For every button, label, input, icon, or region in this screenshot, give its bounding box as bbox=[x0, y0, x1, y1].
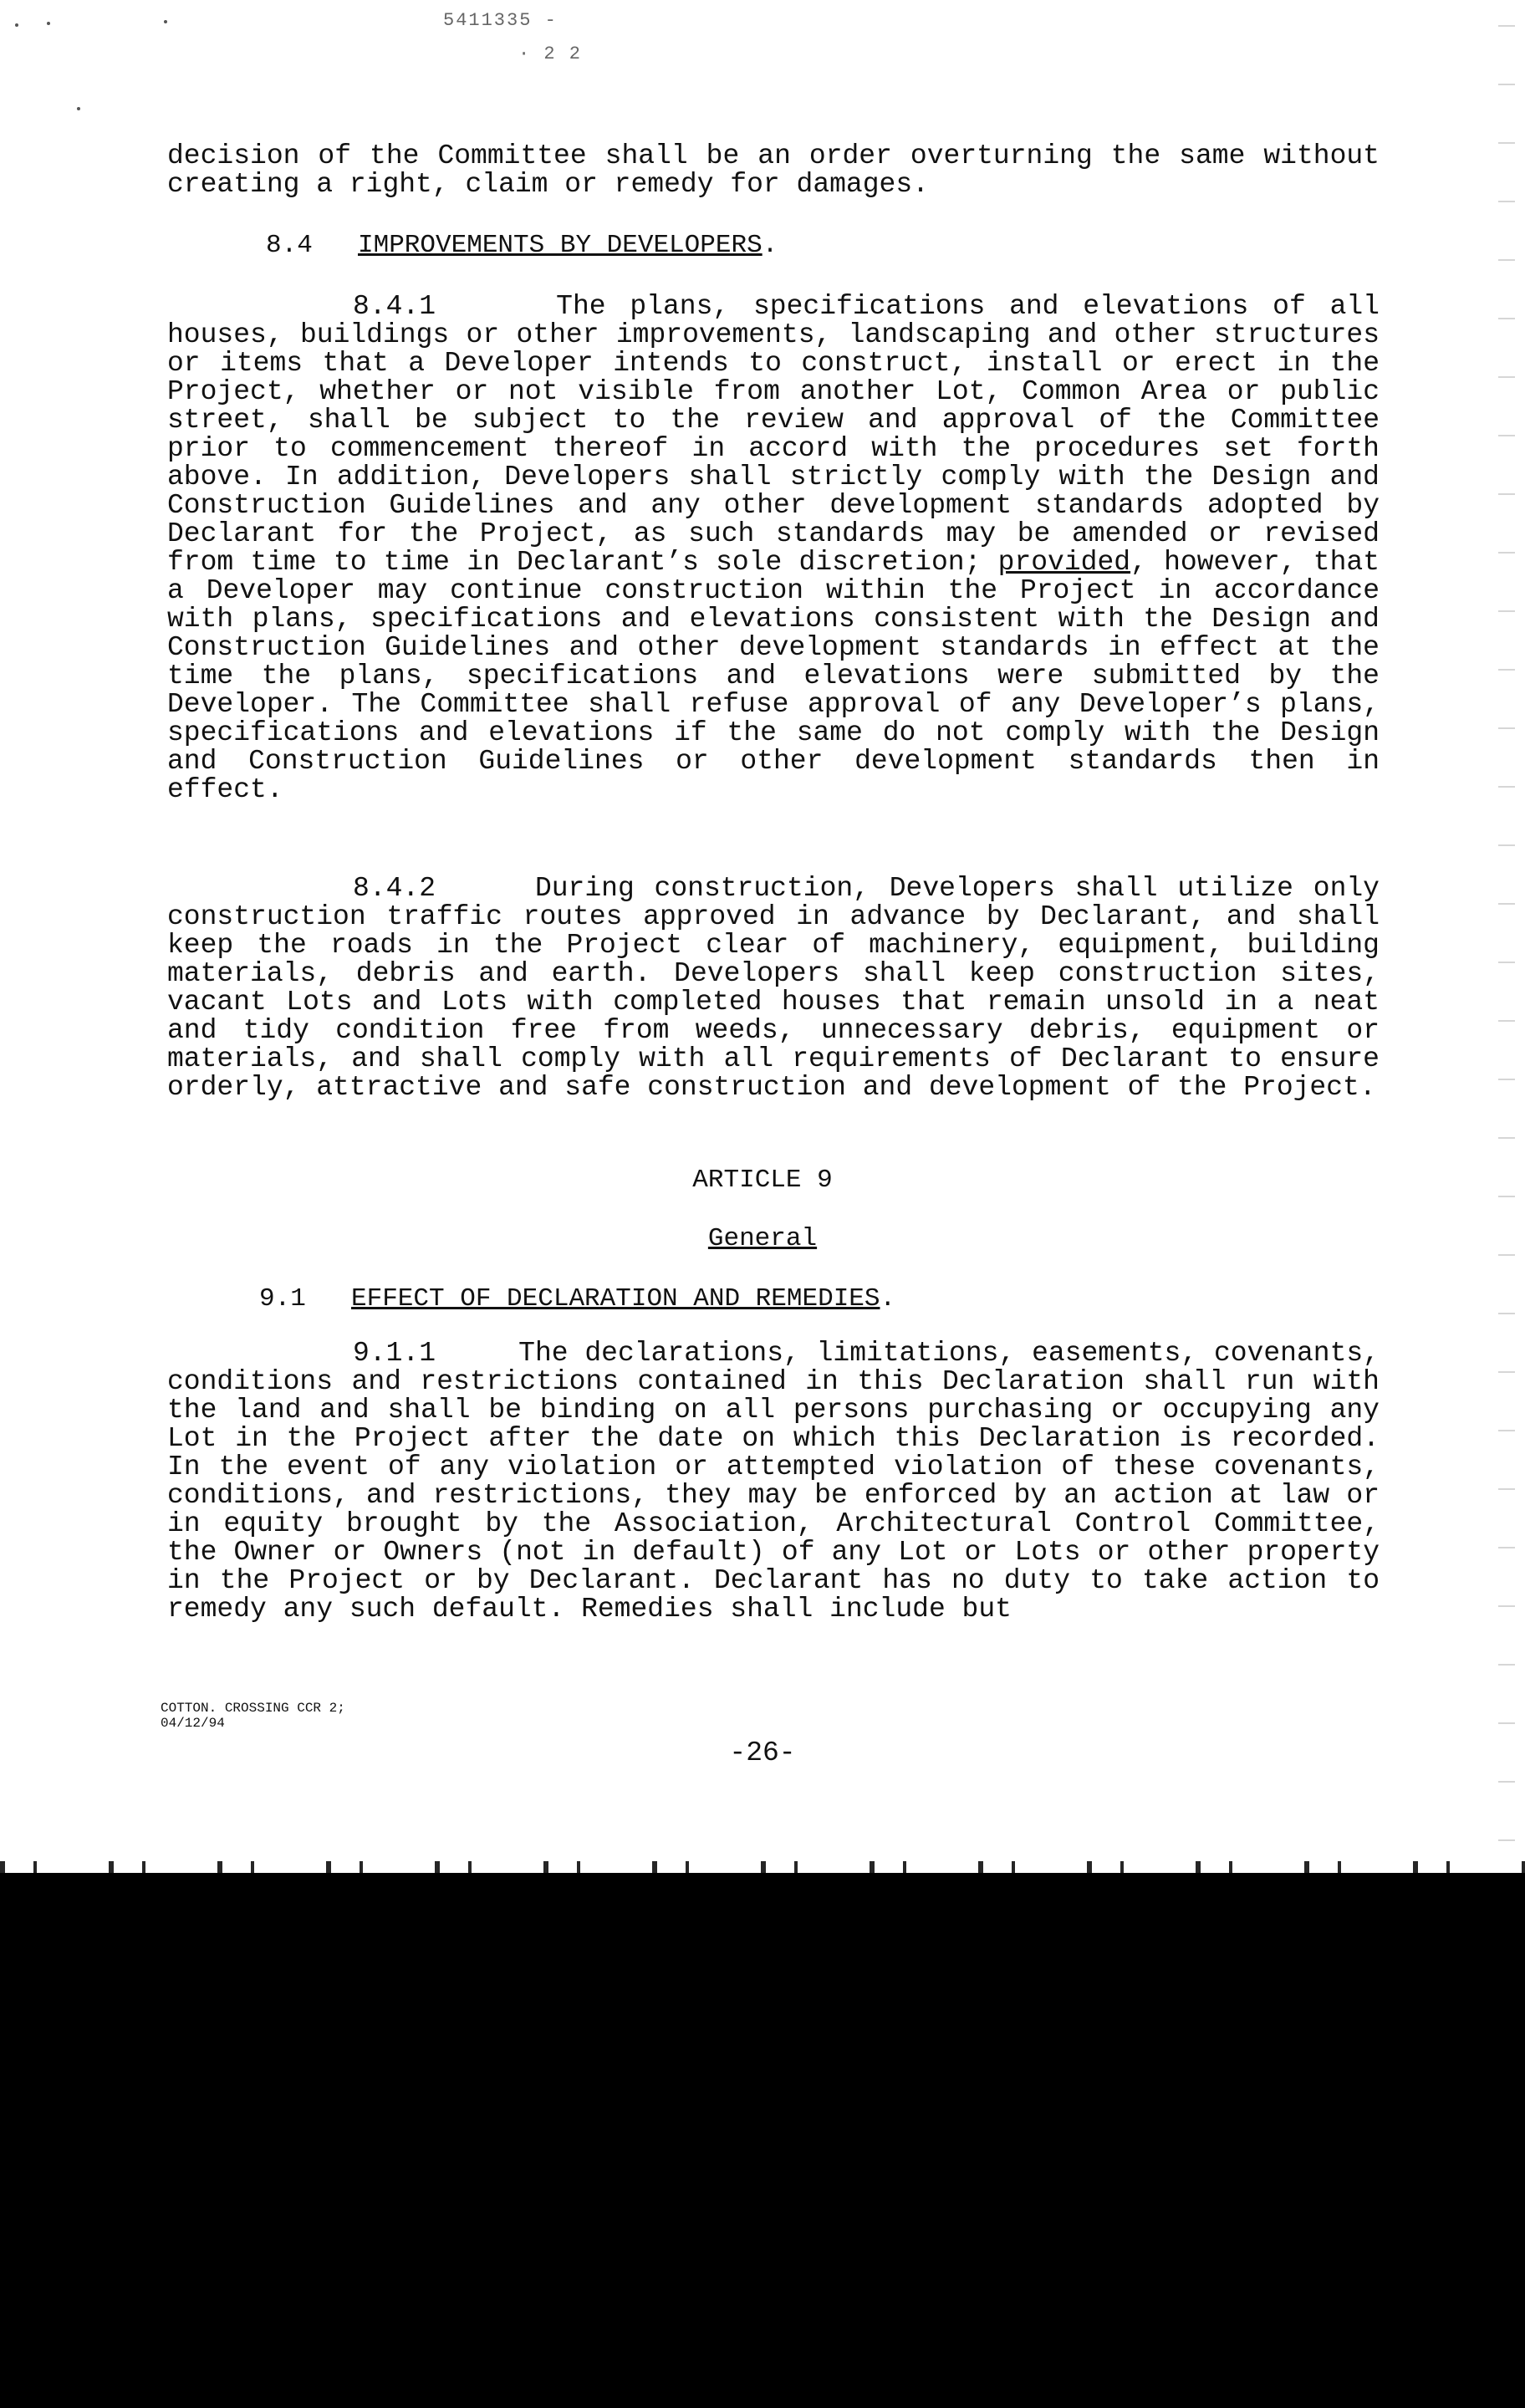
scan-edge-noise bbox=[1498, 0, 1515, 1873]
paragraph-body: The declarations, limitations, easements, covenants, conditions and restrictions contained in this Declaration shall run with the land and shall be binding on all persons purchasing or occupying any Lot in the Project after the date on which this Declaration is recorded. In the event of any violation or attempted violation of these covenants, conditions, and restrictions, they may be enforced by an action at law or in equity brought by the Association, Architectural Control Committee, the Owner or Owners (not in default) of any Lot or Lots or other property in the Project or by Declarant. Declarant has no duty to take action to remedy any such default. Remedies shall include but bbox=[167, 1338, 1380, 1625]
scan-speck bbox=[164, 20, 167, 23]
paragraph-body: During construction, Developers shall utilize only construction traffic routes approved in advance by Declarant, and shall keep the roads in the Project clear of machinery, equipment, building materials, debris and earth. Developers shall keep construction sites, vacant Lots and Lots with completed houses that remain unsold in a neat and tidy condition free from weeds, unnecessary debris, equipment or materials, and shall comply with all requirements of Declarant to ensure orderly, attractive and safe construction and development of the Project. bbox=[167, 873, 1380, 1103]
scan-speck bbox=[77, 107, 80, 110]
carryover-paragraph: decision of the Committee shall be an order overturning the same without creating a right, claim or remedy for damages. bbox=[167, 140, 1380, 200]
page-number: -26- bbox=[729, 1737, 796, 1768]
paragraph-body: The plans, specifications and elevations of all houses, buildings or other improvements, landscaping and other structures or items that a Developer intends to construct, install or erect in the Project, whether or not visible from another Lot, Common Area or public street, shall be subject to the review and approval of the Committee prior to commencement thereof in accord with the procedures set forth above. In addition, Developers shall strictly comply with the Design and Construction Guidelines and any other development standards adopted by Declarant for the Project, as such standards may be amended or revised from time to time in Declarant’s sole discretion; bbox=[167, 291, 1380, 578]
section-heading-9-1: 9.1 EFFECT OF DECLARATION AND REMEDIES. bbox=[259, 1284, 896, 1314]
provided-term: provided bbox=[997, 547, 1131, 578]
paragraph-8-4-2 bbox=[167, 875, 1380, 1102]
paragraph-number: 8.4.1 bbox=[353, 291, 436, 322]
paragraph-number: 8.4.2 bbox=[353, 873, 436, 904]
paragraph-body-cont: , however, that a Developer may continue construction within the Project in accordance with plans, specifications and elevations consistent with the Design and Construction Guidelines and other development standards in effect at the time the plans, specifications and elevations were submitted by the Developer. The Committee shall refuse approval of any Developer’s plans, specifications and elevations if the same do not comply with the Design and Construction Guidelines or other development standards then in effect. bbox=[167, 547, 1380, 805]
article-heading: ARTICLE 9 bbox=[692, 1166, 833, 1195]
section-number: 8.4 bbox=[266, 231, 313, 260]
section-title: IMPROVEMENTS BY DEVELOPERS bbox=[358, 231, 762, 260]
scan-stamp-sub: · 2 2 bbox=[518, 43, 583, 64]
section-heading-8-4: 8.4 IMPROVEMENTS BY DEVELOPERS. bbox=[266, 231, 778, 260]
paragraph-8-4-1 bbox=[167, 293, 1380, 804]
document-id: COTTON. CROSSING CCR 2; 04/12/94 bbox=[161, 1701, 345, 1731]
paragraph-9-1-1 bbox=[167, 1339, 1380, 1624]
scan-stamp: 5411335 - bbox=[443, 10, 558, 31]
article-title: General bbox=[707, 1224, 818, 1253]
scan-speck bbox=[15, 23, 18, 27]
scan-speck bbox=[47, 22, 50, 25]
section-number: 9.1 bbox=[259, 1284, 306, 1314]
paragraph-number: 9.1.1 bbox=[353, 1338, 436, 1369]
scanner-black-area bbox=[0, 1873, 1525, 2408]
section-title: EFFECT OF DECLARATION AND REMEDIES bbox=[351, 1284, 880, 1314]
